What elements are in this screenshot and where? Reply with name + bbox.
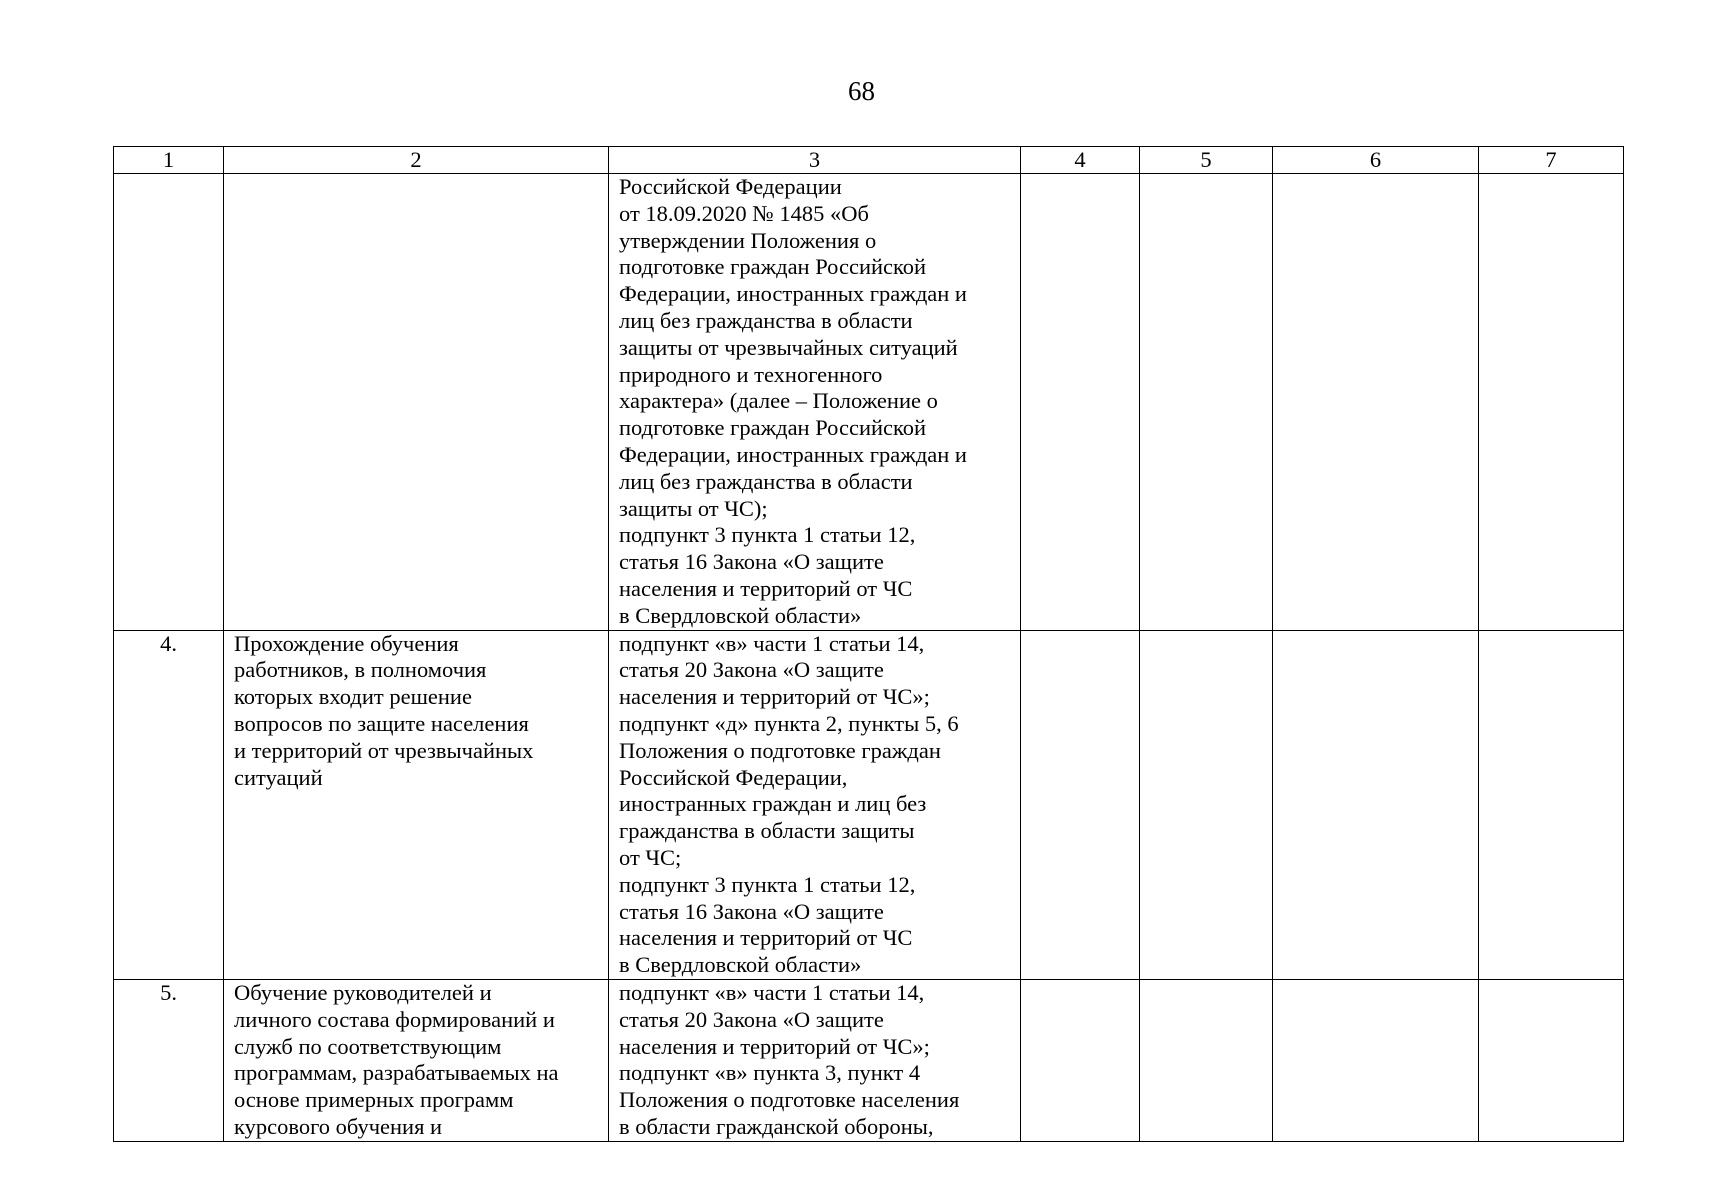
measure-name-line: Обучение руководителей и xyxy=(234,979,492,1005)
legal-basis-line: подпункт «д» пункта 2, пункты 5, 6 xyxy=(619,710,959,736)
empty-cell-col-6 xyxy=(1273,630,1479,979)
legal-basis-line: в Свердловской области» xyxy=(619,952,862,978)
legal-basis-line: от ЧС; xyxy=(619,844,682,870)
column-header: 2 xyxy=(224,147,609,174)
row-number-cell xyxy=(114,174,224,631)
measure-name-line: служб по соответствующим xyxy=(234,1033,502,1059)
empty-cell-col-4 xyxy=(1021,174,1140,631)
measure-name-line: ситуаций xyxy=(234,764,323,790)
legal-basis-line: подготовке граждан Российской xyxy=(619,415,927,441)
legal-basis-line: подпункт «в» пункта 3, пункт 4 xyxy=(619,1060,921,1086)
legal-basis-line: населения и территорий от ЧС xyxy=(619,575,913,601)
legal-basis-line: иностранных граждан и лиц без xyxy=(619,791,927,817)
column-header: 7 xyxy=(1479,147,1624,174)
empty-cell-col-4 xyxy=(1021,630,1140,979)
table-header-row xyxy=(114,147,1624,174)
measure-name-line: личного состава формирований и xyxy=(234,1006,555,1032)
measure-name-line: которых входит решение xyxy=(234,684,472,710)
measure-name-cell xyxy=(224,630,609,979)
column-header: 1 xyxy=(114,147,224,174)
legal-basis-line: подпункт 3 пункта 1 статьи 12, xyxy=(619,871,916,897)
legal-basis-line: населения и территорий от ЧС xyxy=(619,925,913,951)
legal-basis-line: Федерации, иностранных граждан и xyxy=(619,441,967,467)
empty-cell-col-5 xyxy=(1140,174,1273,631)
table-row xyxy=(114,630,1624,979)
legal-basis-line: в области гражданской обороны, xyxy=(619,1113,934,1139)
legal-basis-line: в Свердловской области» xyxy=(619,602,862,628)
legal-basis-cell xyxy=(609,979,1021,1141)
table-body xyxy=(114,174,1624,1142)
row-number-cell: 5. xyxy=(114,979,224,1141)
legal-basis-line: Положения о подготовке граждан xyxy=(619,737,941,763)
empty-cell-col-7 xyxy=(1479,979,1624,1141)
empty-cell-col-5 xyxy=(1140,979,1273,1141)
empty-cell-col-6 xyxy=(1273,174,1479,631)
legal-basis-line: защиты от чрезвычайных ситуаций xyxy=(619,334,958,360)
measure-name-line: и территорий от чрезвычайных xyxy=(234,737,534,763)
legal-basis-line: статья 16 Закона «О защите xyxy=(619,898,884,924)
legal-basis-line: статья 16 Закона «О защите xyxy=(619,549,884,575)
measure-name-line: работников, в полномочия xyxy=(234,657,487,683)
empty-cell-col-7 xyxy=(1479,630,1624,979)
measure-name-line: Прохождение обучения xyxy=(234,630,459,656)
legal-basis-line: населения и территорий от ЧС»; xyxy=(619,684,930,710)
column-header: 5 xyxy=(1140,147,1273,174)
legal-basis-line: лиц без гражданства в области xyxy=(619,307,913,333)
measure-name-line: курсового обучения и xyxy=(234,1113,443,1139)
legal-basis-line: Российской Федерации, xyxy=(619,764,848,790)
column-header: 3 xyxy=(609,147,1021,174)
legal-basis-line: подпункт «в» части 1 статьи 14, xyxy=(619,630,925,656)
legal-basis-line: подпункт «в» части 1 статьи 14, xyxy=(619,979,925,1005)
empty-cell-col-6 xyxy=(1273,979,1479,1141)
legal-basis-line: защиты от ЧС); xyxy=(619,495,768,521)
legal-basis-line: гражданства в области защиты xyxy=(619,818,915,844)
empty-cell-col-4 xyxy=(1021,979,1140,1141)
measure-name-cell xyxy=(224,979,609,1141)
legal-basis-cell xyxy=(609,174,1021,631)
empty-cell-col-5 xyxy=(1140,630,1273,979)
legal-basis-line: Российской Федерации xyxy=(619,174,842,199)
legal-basis-line: статья 20 Закона «О защите xyxy=(619,657,884,683)
page-number: 68 xyxy=(848,76,875,106)
row-number-cell: 4. xyxy=(114,630,224,979)
legal-basis-line: природного и техногенного xyxy=(619,361,883,387)
measure-name-line: основе примерных программ xyxy=(234,1087,514,1113)
legal-basis-line: от 18.09.2020 № 1485 «Об xyxy=(619,200,869,226)
legal-basis-line: статья 20 Закона «О защите xyxy=(619,1006,884,1032)
legal-basis-line: подготовке граждан Российской xyxy=(619,254,927,280)
legal-basis-line: населения и территорий от ЧС»; xyxy=(619,1033,930,1059)
legal-basis-line: характера» (далее – Положение о xyxy=(619,388,938,414)
measure-name-line: вопросов по защите населения xyxy=(234,710,529,736)
table-row xyxy=(114,174,1624,631)
legal-basis-line: Положения о подготовке населения xyxy=(619,1087,960,1113)
legal-basis-line: Федерации, иностранных граждан и xyxy=(619,281,967,307)
column-header: 6 xyxy=(1273,147,1479,174)
table-row xyxy=(114,979,1624,1141)
legal-basis-line: лиц без гражданства в области xyxy=(619,468,913,494)
empty-cell-col-7 xyxy=(1479,174,1624,631)
measure-name-line: программам, разрабатываемых на xyxy=(234,1060,559,1086)
legal-basis-line: утверждении Положения о xyxy=(619,227,877,253)
measure-name-cell xyxy=(224,174,609,631)
document-table xyxy=(113,146,1624,1142)
legal-basis-cell xyxy=(609,630,1021,979)
legal-basis-line: подпункт 3 пункта 1 статьи 12, xyxy=(619,522,916,548)
column-header: 4 xyxy=(1021,147,1140,174)
